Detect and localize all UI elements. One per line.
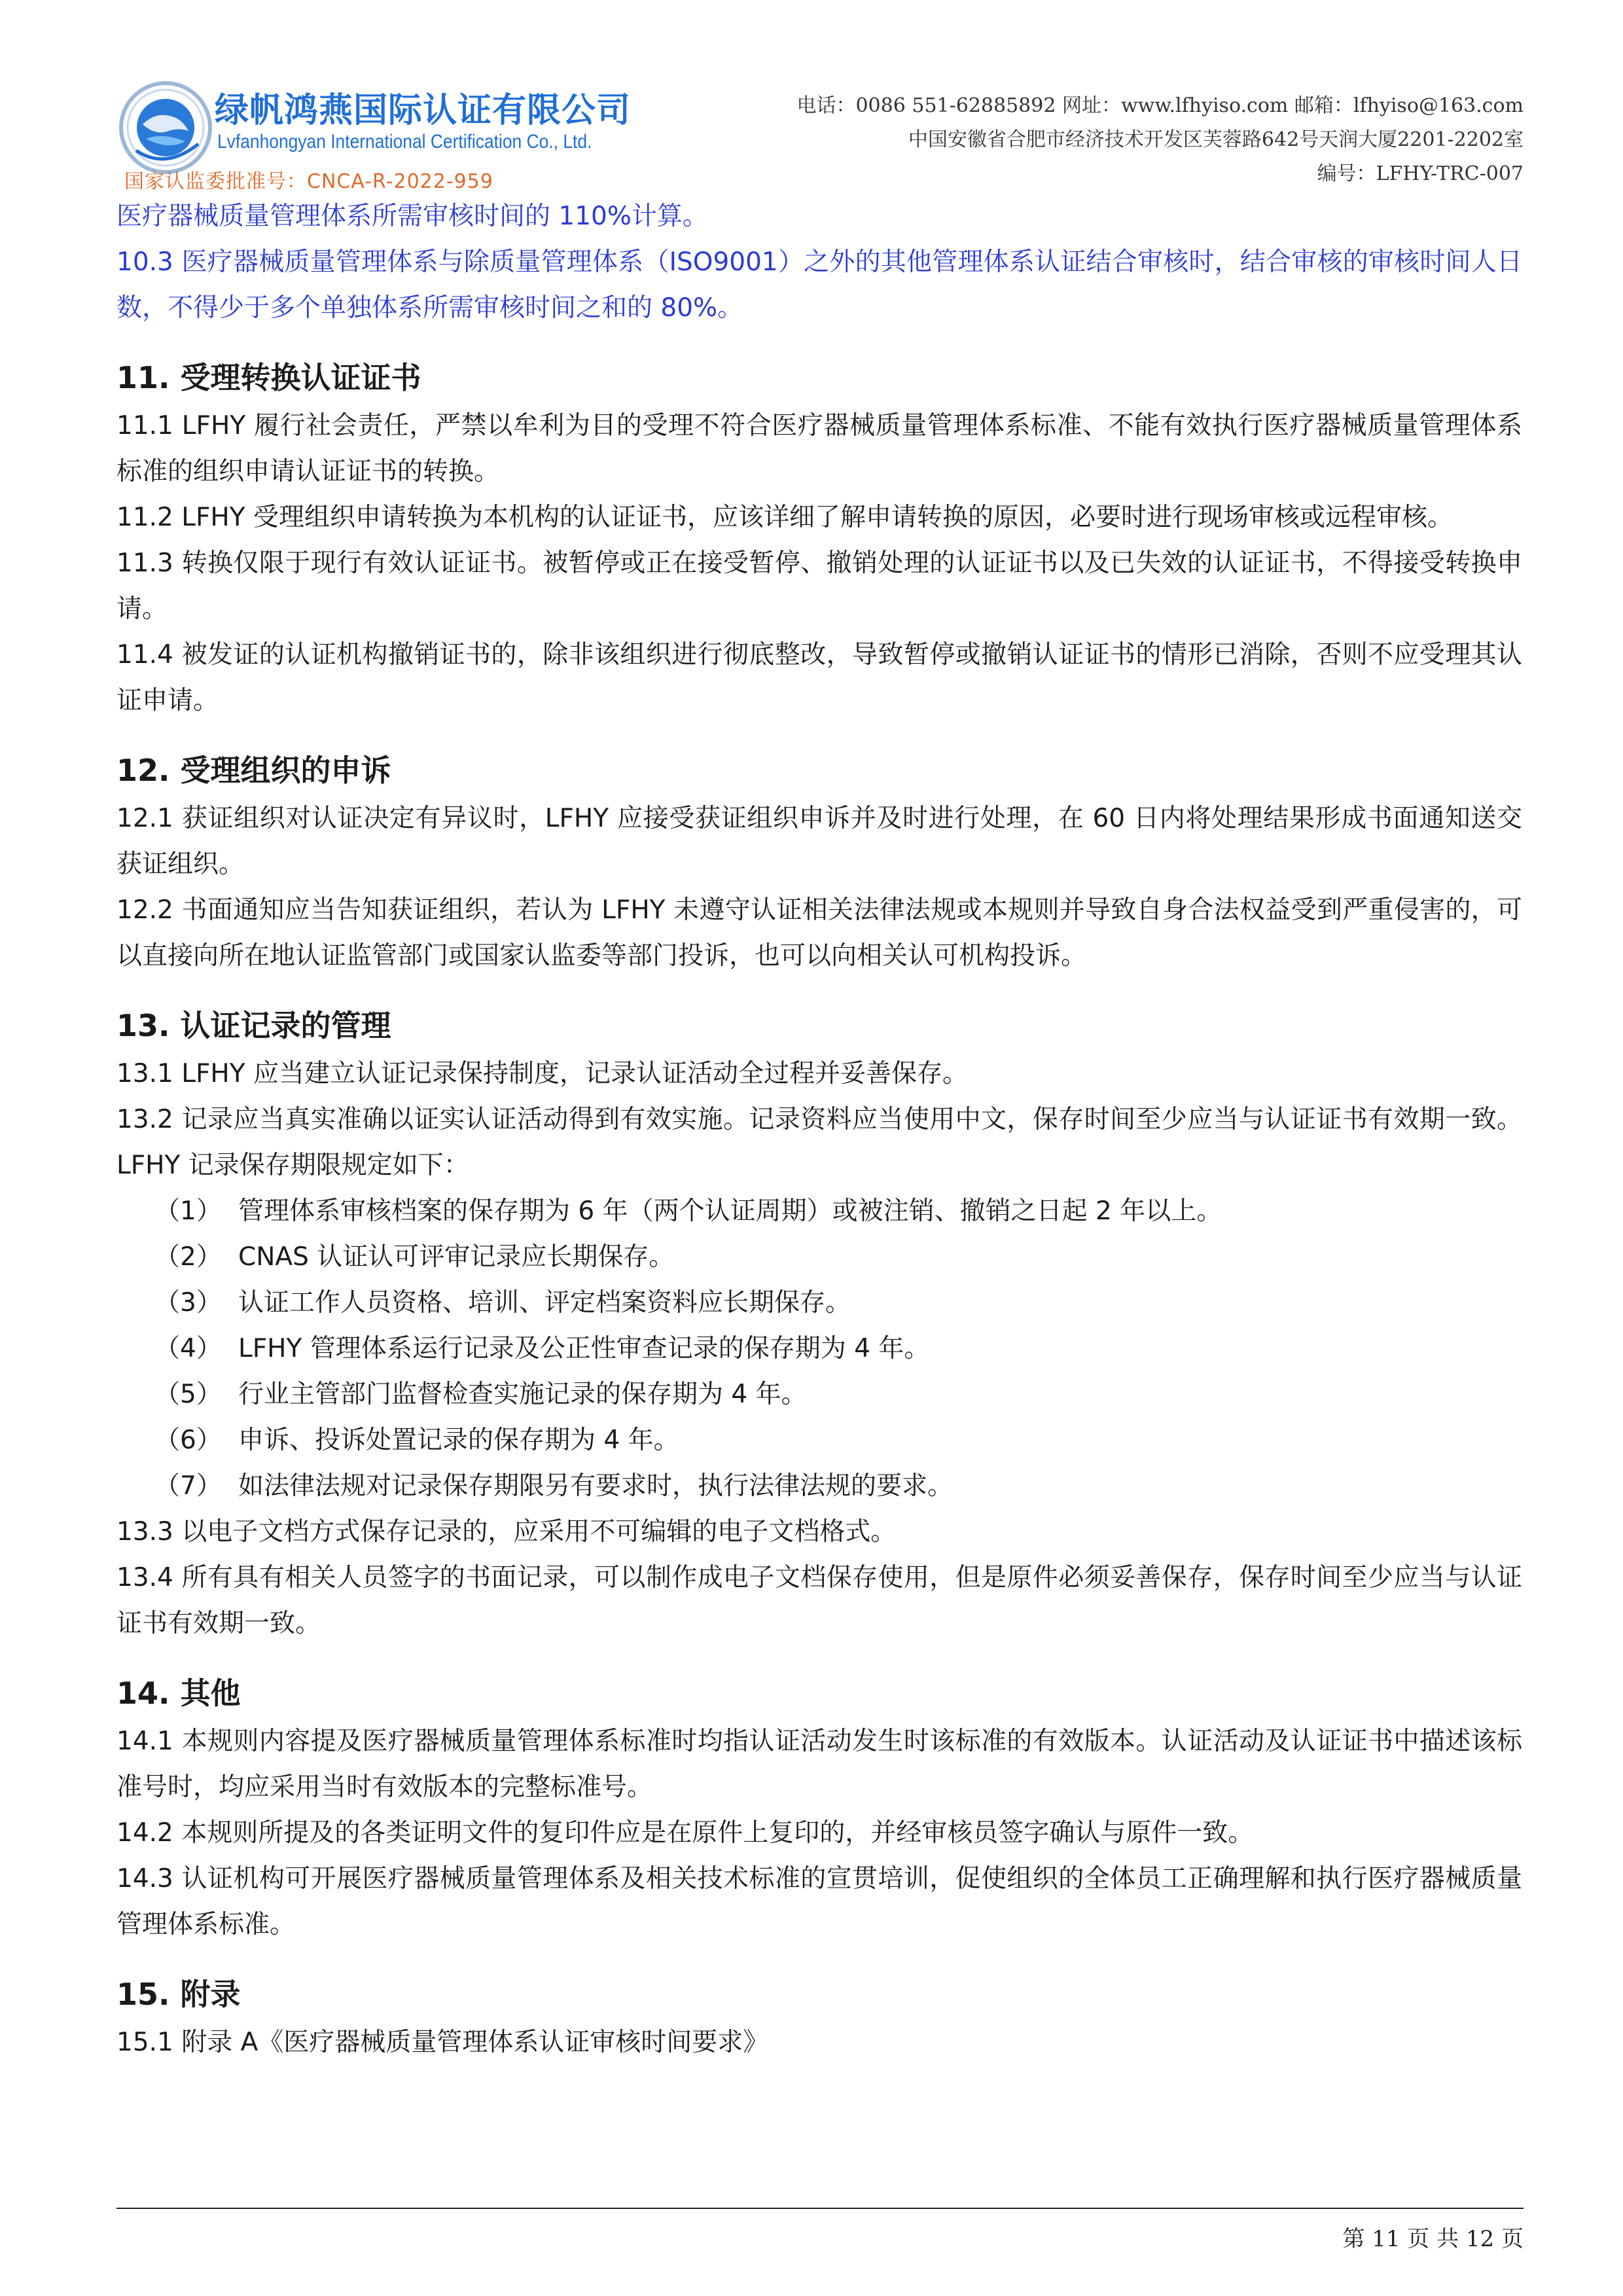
section-13-title: 13. 认证记录的管理 xyxy=(116,1008,391,1043)
paragraph-14-3: 14.3 认证机构可开展医疗器械质量管理体系及相关技术标准的宣贯培训，促使组织的全体员工正确理解和执行医疗器械质量管理体系标准。 xyxy=(116,1864,1523,1939)
paragraph-12-1: 12.1 获证组织对认证决定有异议时，LFHY 应接受获证组织申诉并及时进行处理，在 60 日内将处理结果形成书面通知送交获证组织。 xyxy=(116,804,1522,879)
section-14-title: 14. 其他 xyxy=(116,1676,241,1711)
paragraph-14-1: 14.1 本规则内容提及医疗器械质量管理体系标准时均指认证活动发生时该标准的有效版本。认证活动及认证证书中描述该标准号时，均应采用当时有效版本的完整标准号。 xyxy=(116,1727,1523,1802)
list-item: （6） 申诉、投诉处置记录的保存期为 4 年。 xyxy=(154,1426,679,1455)
approval-number: 国家认监委批准号：CNCA-R-2022-959 xyxy=(124,170,493,193)
section-15-title: 15. 附录 xyxy=(116,1977,241,2012)
list-item: （5） 行业主管部门监督检查实施记录的保存期为 4 年。 xyxy=(154,1380,807,1409)
paragraph-11-2: 11.2 LFHY 受理组织申请转换为本机构的认证证书，应该详细了解申请转换的原因，必要时进行现场审核或远程审核。 xyxy=(116,503,1453,532)
document-header xyxy=(116,72,1524,196)
paragraph-13-3: 13.3 以电子文档方式保存记录的，应采用不可编辑的电子文档格式。 xyxy=(116,1517,897,1547)
document-number: 编号：LFHY-TRC-007 xyxy=(1317,162,1524,185)
contact-block xyxy=(796,89,1524,191)
paragraph-14-2: 14.2 本规则所提及的各类证明文件的复印件应是在原件上复印的，并经审核员签字确认与原件一致。 xyxy=(116,1818,1254,1848)
list-item: （7） 如法律法规对记录保存期限另有要求时，执行法律法规的要求。 xyxy=(154,1471,954,1501)
list-item: （4） LFHY 管理体系运行记录及公正性审查记录的保存期为 4 年。 xyxy=(154,1334,930,1363)
company-name-en: Lvfanhongyan International Certification Co., Ltd. xyxy=(217,131,592,152)
intro-paragraph-10-3: 10.3 医疗器械质量管理体系与除质量管理体系（ISO9001）之外的其他管理体系认证结合审核时，结合审核的审核时间人日数，不得少于多个单独体系所需审核时间之和的 80%。 xyxy=(116,247,1522,323)
company-name-cn: 绿帆鸿燕国际认证有限公司 xyxy=(215,91,632,130)
paragraph-13-4: 13.4 所有具有相关人员签字的书面记录，可以制作成电子文档保存使用，但是原件必须妥善保存，保存时间至少应当与认证证书有效期一致。 xyxy=(116,1563,1523,1638)
list-item: （1） 管理体系审核档案的保存期为 6 年（两个认证周期）或被注销、撤销之日起 2 年以上。 xyxy=(154,1196,1222,1226)
section-12-title: 12. 受理组织的申诉 xyxy=(116,753,391,788)
contact-line-phone-web-email: 电话：0086 551-62885892 网址：www.lfhyiso.com 邮箱：lfhyiso@163.com xyxy=(796,94,1524,117)
list-item: （3） 认证工作人员资格、培训、评定档案资料应长期保存。 xyxy=(154,1288,851,1318)
page-number: 第 11 页 共 12 页 xyxy=(1342,2226,1524,2252)
paragraph-13-1: 13.1 LFHY 应当建立认证记录保持制度，记录认证活动全过程并妥善保存。 xyxy=(116,1059,968,1088)
contact-line-address: 中国安徽省合肥市经济技术开发区芙蓉路642号天润大厦2201-2202室 xyxy=(908,128,1524,151)
paragraph-13-2: 13.2 记录应当真实准确以证实认证活动得到有效实施。记录资料应当使用中文，保存时间至少应当与认证证书有效期一致。LFHY 记录保存期限规定如下： xyxy=(116,1105,1523,1180)
document-body xyxy=(116,194,1522,2066)
globe-logo-icon xyxy=(116,79,215,177)
list-item: （2） CNAS 认证认可评审记录应长期保存。 xyxy=(154,1242,675,1272)
paragraph-15-1: 15.1 附录 A《医疗器械质量管理体系认证审核时间要求》 xyxy=(116,2028,769,2057)
paragraph-12-2: 12.2 书面通知应当告知获证组织，若认为 LFHY 未遵守认证相关法律法规或本规则并导致自身合法权益受到严重侵害的，可以直接向所在地认证监管部门或国家认监委等部门投诉，也可以向相关认可机构投诉。 xyxy=(116,895,1522,971)
footer-divider xyxy=(116,2208,1524,2209)
paragraph-11-3: 11.3 转换仅限于现行有效认证证书。被暂停或正在接受暂停、撤销处理的认证证书以及已失效的认证证书，不得接受转换申请。 xyxy=(116,548,1523,624)
paragraph-11-1: 11.1 LFHY 履行社会责任，严禁以牟利为目的受理不符合医疗器械质量管理体系标准、不能有效执行医疗器械质量管理体系标准的组织申请认证证书的转换。 xyxy=(116,411,1522,486)
intro-paragraph-1: 医疗器械质量管理体系所需审核时间的 110%计算。 xyxy=(116,202,708,231)
paragraph-11-4: 11.4 被发证的认证机构撤销证书的，除非该组织进行彻底整改，导致暂停或撤销认证证书的情形已消除，否则不应受理其认证申请。 xyxy=(116,640,1523,715)
section-11-title: 11. 受理转换认证证书 xyxy=(116,360,421,395)
